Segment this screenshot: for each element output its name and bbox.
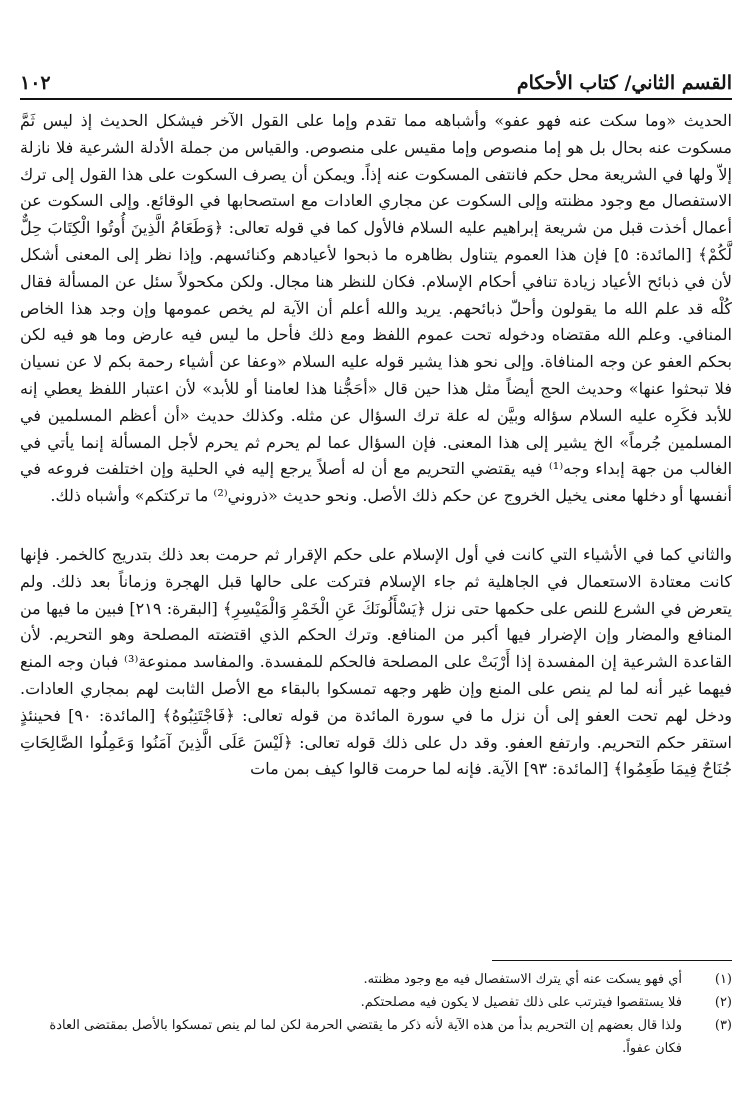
footnote-number: (٢) <box>714 995 732 1010</box>
footnote <box>20 1014 732 1060</box>
footnote <box>20 968 732 991</box>
paragraph-2: والثاني كما في الأشياء التي كانت في أول الإسلام على حكم الإقرار ثم حرمت بعد ذلك بتدريج كالخمر. فإنها كانت معتادة الاستعمال في الجاهلية ثم جاء الإسلام فتركت على حالها قبل الهجرة وزماناً بعد ذلك. ولم يتعرض في الشرع للنص على حكمها حتى نزل ﴿يَسْأَلُونَكَ عَنِ الْخَمْرِ وَالْمَيْسِرِ﴾ [البقرة: ٢١٩] فبين ما فيها من المنافع والمضار وإن الإضرار فيها أكبر من المنافع. وترك الحكم الذي اقتضته المصلحة وهو التحريم. لأن القاعدة الشرعية إن المفسدة إذا أَرْبَتْ على المصلحة فالحكم للمفسدة. والمفاسد ممنوعة⁽³⁾ فبان وجه المنع فيهما غير أنه لما لم ينص على المنع وإن ظهر وجهه تمسكوا بالبقاء مع الأصل الثابت لهم بمجاري العادات. ودخل لهم تحت العفو إلى أن نزل ما في سورة المائدة من قوله تعالى: ﴿فَاجْتَنِبُوهُ﴾ [المائدة: ٩٠] فحينئذٍ استقر حكم التحريم. وارتفع العفو. وقد دل على ذلك قوله تعالى: ﴿لَيْسَ عَلَى الَّذِينَ آمَنُوا وَعَمِلُوا الصَّالِحَاتِ جُنَاحٌ فِيمَا طَعِمُوا﴾ [المائدة: ٩٣] الآية. فإنه لما حرمت قالوا كيف بمن مات <box>20 544 733 779</box>
main-text <box>20 108 732 783</box>
paragraph-1: الحديث «وما سكت عنه فهو عفو» وأشباهه مما تقدم وإما على القول الآخر فيشكل الحديث إذ ليس ثَمَّ مسكوت عنه بحال بل هو إما منصوص وإما مقيس على منصوص. والقياس من جملة الأدلة الشرعية فلا نازلة إلاّ ولها في الشريعة محل حكم فانتفى المسكوت عنه إذاً. ويمكن أن يصرف السكوت على هذا القول إلى ترك الاستفصال مع وجود مظنته وإلى السكوت عن مجاري العادات مع استصحابها في الوقائع. وإلى السكوت عن أعمال أخذت قبل من شريعة إبراهيم عليه السلام فالأول كما في قوله تعالى: ﴿وَطَعَامُ الَّذِينَ أُوتُوا الْكِتَابَ حِلٌّ لَّكُمْ﴾ [المائدة: ٥] فإن هذا العموم يتناول بظاهره ما ذبحوا لأعيادهم وكنائسهم. وإذا نظر إلى المعنى أشكل لأن في ذبائح الأعياد زيادة تنافي أحكام الإسلام. فكان للنظر هنا مجال. ولكن مكحولاً سئل عن المسألة فقال كُلْه قد علم الله ما يقولون وأحلّ ذبائحهم. يريد والله أعلم أن الآية لم يخص عمومها وإن وجد هذا الخاص المنافي. وعلم الله مقتضاه ودخوله تحت عموم اللفظ ومع ذلك فأحل ما ليس فيه عارض وما هو فيه لكن بحكم العفو عن وجه المنافاة. وإلى نحو هذا يشير قوله عليه السلام «وعفا عن أشياء رحمة بكم لا عن نسيان فلا تبحثوا عنها» وحديث الحج أيضاً مثل هذا حين قال «أحَجُّنا هذا لعامنا أو للأبد» لأن اعتبار اللفظ يعطي إنه للأبد فكَرِه عليه السلام سؤاله وبيَّن له علة ترك السؤال عن مثله. وكذلك حديث «أن أعظم المسلمين في المسلمين جُرماً» الخ يشير إلى هذا المعنى. فإن السؤال عما لم يحرم ثم يحرم لأجل المسألة إنما يأتي في الغالب من جهة إبداء وجه⁽¹⁾ فيه يقتضي التحريم مع أن له أصلاً يرجع إليه في الحلية وإن اختلفت فروعه في أنفسها أو دخلها معنى يخيل الخروج عن حكم ذلك الأصل. ونحو حديث «ذروني⁽²⁾ ما تركتكم» وأشباه ذلك. <box>20 111 733 506</box>
footnotes <box>20 968 732 1060</box>
book-page <box>20 0 732 1103</box>
footnote-separator <box>492 960 732 961</box>
footnote-text: أي فهو يسكت عنه أي يترك الاستفصال فيه مع وجود مظنته. <box>363 972 682 987</box>
footnote-text: فلا يستقصوا فيترتب على ذلك تفصيل لا يكون فيه مصلحتكم. <box>360 995 682 1010</box>
footnote-number: (١) <box>714 972 732 987</box>
page-number: ١٠٢ <box>20 72 51 94</box>
running-title: القسم الثاني/ كتاب الأحكام <box>516 72 732 94</box>
page-header <box>20 64 732 94</box>
footnote <box>20 991 732 1014</box>
footnote-text: ولذا قال بعضهم إن التحريم بدأ من هذه الآية لأنه ذكر ما يقتضي الحرمة لكن لما لم ينص تمسكوا بالأصل بمقتضى العادة فكان عفواً. <box>49 1018 682 1056</box>
header-rule <box>20 98 732 100</box>
footnote-number: (٣) <box>714 1018 732 1033</box>
paragraph-gap <box>20 510 732 542</box>
